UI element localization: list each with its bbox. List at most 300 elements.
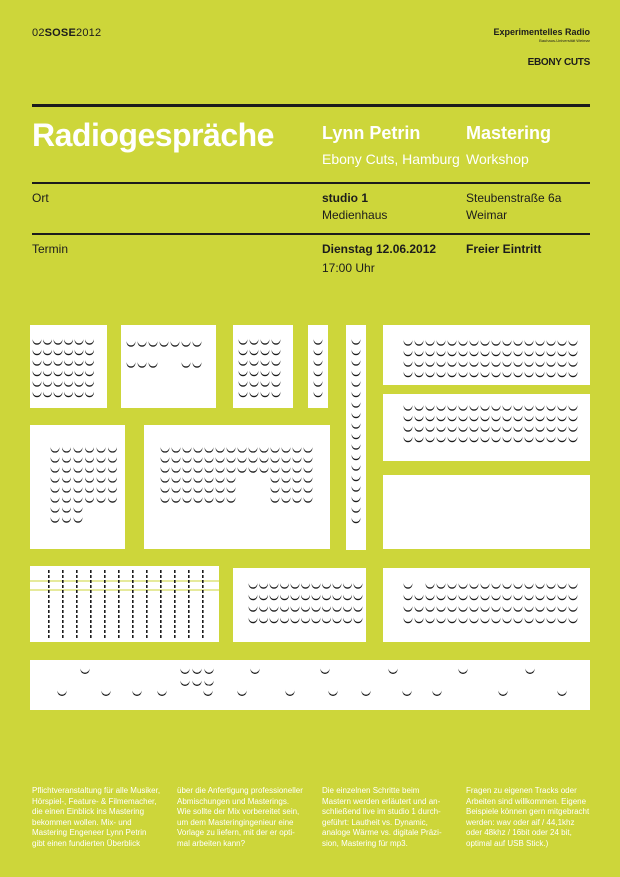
knob: [261, 335, 270, 344]
knob: [492, 336, 501, 345]
fader-tick: [90, 620, 92, 623]
fader-tick: [132, 610, 134, 613]
knob: [75, 377, 84, 386]
knob: [271, 483, 280, 492]
knob: [569, 613, 578, 622]
knob: [204, 675, 213, 684]
knob: [525, 357, 534, 366]
fader-tick: [104, 575, 106, 578]
knob: [64, 356, 73, 365]
fader-tick: [188, 635, 190, 638]
knob: [301, 613, 310, 622]
knob: [227, 453, 236, 462]
brand-title: Experimentelles Radio: [493, 27, 590, 37]
knob: [503, 602, 512, 611]
knob: [282, 483, 291, 492]
knob: [415, 613, 424, 622]
knob: [352, 408, 361, 417]
knob: [514, 422, 523, 431]
knob: [514, 613, 523, 622]
knob: [448, 422, 457, 431]
knob: [404, 432, 413, 441]
knob: [301, 590, 310, 599]
knob: [161, 453, 170, 462]
knob: [282, 493, 291, 502]
street: Steubenstraße 6a: [466, 191, 562, 205]
knob: [459, 590, 468, 599]
format: Workshop: [466, 151, 529, 167]
guest-affiliation: Ebony Cuts, Hamburg: [322, 151, 460, 167]
fader-tick: [160, 620, 162, 623]
fader-tick: [174, 630, 176, 633]
knob: [514, 590, 523, 599]
fader-tick: [62, 625, 64, 628]
fader-tick: [160, 615, 162, 618]
knob: [536, 411, 545, 420]
fader-tick: [146, 575, 148, 578]
knob: [192, 663, 201, 672]
knob: [74, 503, 83, 512]
knob: [481, 579, 490, 588]
knob: [183, 493, 192, 502]
fader-tick: [202, 610, 204, 613]
knob: [193, 358, 202, 367]
knob: [293, 443, 302, 452]
knob: [498, 685, 507, 694]
knob: [272, 366, 281, 375]
knob: [85, 345, 94, 354]
fader-tick: [48, 570, 50, 573]
fader-tick: [76, 615, 78, 618]
fader-tick: [62, 585, 64, 588]
knob: [503, 367, 512, 376]
knob: [558, 346, 567, 355]
knob: [547, 579, 556, 588]
fader-tick: [76, 630, 78, 633]
knob: [470, 401, 479, 410]
fader-tick: [76, 605, 78, 608]
fader-tick: [160, 575, 162, 578]
knob: [43, 377, 52, 386]
knob: [161, 473, 170, 482]
knob: [558, 401, 567, 410]
fader-tick: [160, 570, 162, 573]
knob: [271, 493, 280, 502]
knob: [503, 401, 512, 410]
knob: [558, 432, 567, 441]
knob: [404, 602, 413, 611]
knob: [205, 463, 214, 472]
knob: [481, 432, 490, 441]
knob: [352, 419, 361, 428]
knob: [203, 685, 212, 694]
knob: [108, 473, 117, 482]
knob: [270, 613, 279, 622]
knob: [138, 337, 147, 346]
knob: [404, 336, 413, 345]
knob: [404, 422, 413, 431]
knob: [333, 590, 342, 599]
knob: [426, 401, 435, 410]
knob: [437, 411, 446, 420]
knob: [492, 357, 501, 366]
knob: [547, 602, 556, 611]
knob: [426, 367, 435, 376]
knob: [239, 356, 248, 365]
knob: [85, 443, 94, 452]
knob: [85, 335, 94, 344]
knob: [172, 493, 181, 502]
knob: [64, 377, 73, 386]
knob: [193, 337, 202, 346]
fader-tick: [202, 595, 204, 598]
knob: [352, 503, 361, 512]
knob: [437, 432, 446, 441]
knob: [270, 590, 279, 599]
admission: Freier Eintritt: [466, 242, 542, 256]
knob: [216, 453, 225, 462]
fader-tick: [104, 610, 106, 613]
knob: [227, 493, 236, 502]
knob: [62, 513, 71, 522]
knob: [415, 590, 424, 599]
knob: [62, 483, 71, 492]
knob: [33, 356, 42, 365]
fader-tick: [90, 580, 92, 583]
fader-tick: [76, 625, 78, 628]
knob: [172, 473, 181, 482]
knob: [33, 387, 42, 396]
fader-tick: [160, 600, 162, 603]
page-title: Radiogespräche: [32, 117, 274, 153]
knob: [85, 493, 94, 502]
fader-tick: [174, 635, 176, 638]
knob: [514, 411, 523, 420]
knob: [481, 590, 490, 599]
knob: [503, 432, 512, 441]
knob: [314, 356, 323, 365]
knob: [216, 463, 225, 472]
fader-tick: [76, 580, 78, 583]
knob: [272, 345, 281, 354]
fader-tick: [104, 595, 106, 598]
knob: [352, 387, 361, 396]
fader-tick: [202, 625, 204, 628]
knob: [415, 602, 424, 611]
fader-tick: [118, 595, 120, 598]
knob: [470, 590, 479, 599]
fader-tick: [132, 635, 134, 638]
knob: [437, 613, 446, 622]
knob: [492, 401, 501, 410]
fader-tick: [160, 580, 162, 583]
fader-tick: [90, 575, 92, 578]
knob: [328, 685, 337, 694]
fader-tick: [104, 635, 106, 638]
fader-tick: [188, 605, 190, 608]
knob: [62, 463, 71, 472]
knob: [437, 590, 446, 599]
knob: [194, 493, 203, 502]
fader-tick: [188, 585, 190, 588]
knob: [343, 579, 352, 588]
fader-tick: [104, 570, 106, 573]
fader-tick: [202, 585, 204, 588]
fader-tick: [146, 600, 148, 603]
knob: [470, 579, 479, 588]
knob: [261, 345, 270, 354]
fader-tick: [188, 595, 190, 598]
knob: [216, 443, 225, 452]
knob: [127, 358, 136, 367]
ebony-cuts-logo: EBONY CUTS: [527, 57, 590, 68]
knob: [85, 463, 94, 472]
fader-tick: [146, 585, 148, 588]
fader-tick: [146, 625, 148, 628]
knob: [304, 443, 313, 452]
knob: [426, 346, 435, 355]
knob: [97, 473, 106, 482]
knob: [525, 367, 534, 376]
fader-tick: [62, 600, 64, 603]
fader-tick: [118, 615, 120, 618]
knob: [536, 432, 545, 441]
fader-tick: [90, 570, 92, 573]
fader-tick: [160, 585, 162, 588]
knob: [437, 401, 446, 410]
knob: [108, 493, 117, 502]
knob: [51, 503, 60, 512]
fader-tick: [76, 585, 78, 588]
fader-tick: [62, 620, 64, 623]
knob: [280, 602, 289, 611]
knob: [547, 590, 556, 599]
knob: [432, 685, 441, 694]
fader-tick: [76, 610, 78, 613]
fader-tick: [62, 580, 64, 583]
knob: [74, 463, 83, 472]
knob: [470, 346, 479, 355]
fader-tick: [90, 630, 92, 633]
knob: [437, 336, 446, 345]
knob: [85, 453, 94, 462]
fader-tick: [132, 585, 134, 588]
knob: [470, 357, 479, 366]
knob: [426, 602, 435, 611]
knob: [459, 346, 468, 355]
knob: [293, 473, 302, 482]
knob: [514, 357, 523, 366]
knob: [492, 367, 501, 376]
fader-tick: [202, 600, 204, 603]
ort-label: Ort: [32, 191, 49, 205]
knob: [304, 493, 313, 502]
date: Dienstag 12.06.2012: [322, 242, 437, 256]
knob: [108, 463, 117, 472]
knob: [33, 345, 42, 354]
fader-tick: [174, 575, 176, 578]
knob: [470, 422, 479, 431]
knob: [426, 432, 435, 441]
knob: [352, 377, 361, 386]
fader-tick: [118, 600, 120, 603]
fader-tick: [174, 595, 176, 598]
knob: [459, 336, 468, 345]
knob: [492, 602, 501, 611]
knob: [249, 579, 258, 588]
knob: [205, 493, 214, 502]
knob: [492, 411, 501, 420]
knob: [536, 590, 545, 599]
knob: [343, 602, 352, 611]
knob: [525, 411, 534, 420]
knob: [85, 483, 94, 492]
knob: [481, 422, 490, 431]
knob: [525, 602, 534, 611]
knob: [237, 685, 246, 694]
fader-tick: [146, 580, 148, 583]
fader-tick: [146, 595, 148, 598]
knob: [293, 463, 302, 472]
knob: [239, 387, 248, 396]
fader-tick: [146, 605, 148, 608]
knob: [62, 443, 71, 452]
knob: [547, 401, 556, 410]
knob: [64, 366, 73, 375]
knob: [64, 335, 73, 344]
fader-tick: [118, 570, 120, 573]
knob: [503, 411, 512, 420]
building: Medienhaus: [322, 208, 388, 222]
knob: [569, 590, 578, 599]
knob: [470, 336, 479, 345]
knob: [43, 335, 52, 344]
knob: [536, 336, 545, 345]
time: 17:00 Uhr: [322, 261, 375, 275]
knob: [75, 366, 84, 375]
knob: [525, 663, 534, 672]
console-panel: [121, 325, 216, 408]
fader-tick: [188, 610, 190, 613]
knob: [312, 602, 321, 611]
knob: [138, 358, 147, 367]
knob: [291, 613, 300, 622]
knob: [51, 483, 60, 492]
fader-tick: [76, 570, 78, 573]
knob: [426, 590, 435, 599]
knob: [161, 443, 170, 452]
fader-tick: [76, 590, 78, 593]
footer-col-1: Pflichtveranstaltung für alle Musiker, Hörspiel-, Feature- & Filmemacher, die einen Einblick ins Mastering bekommen wollen. Mix- und Mastering Engeneer Lynn Petrin gibt einen fundierten Überblick: [32, 786, 161, 848]
fader-tick: [104, 605, 106, 608]
knob: [547, 411, 556, 420]
knob: [97, 443, 106, 452]
knob: [250, 366, 259, 375]
knob: [404, 590, 413, 599]
fader-tick: [202, 570, 204, 573]
knob: [291, 579, 300, 588]
knob: [426, 422, 435, 431]
knob: [492, 579, 501, 588]
knob: [291, 602, 300, 611]
fader-tick: [174, 590, 176, 593]
knob: [249, 590, 258, 599]
knob: [293, 453, 302, 462]
fader-tick: [104, 600, 106, 603]
knob: [74, 513, 83, 522]
fader-tick: [202, 605, 204, 608]
knob: [261, 356, 270, 365]
knob: [205, 453, 214, 462]
knob: [470, 367, 479, 376]
knob: [404, 411, 413, 420]
knob: [33, 366, 42, 375]
knob: [333, 613, 342, 622]
knob: [205, 443, 214, 452]
knob: [161, 493, 170, 502]
knob: [525, 401, 534, 410]
knob: [312, 590, 321, 599]
fader-tick: [90, 625, 92, 628]
console-panel: [383, 475, 590, 549]
fader-tick: [62, 610, 64, 613]
fader-tick: [188, 615, 190, 618]
knob: [205, 473, 214, 482]
knob: [437, 346, 446, 355]
knob: [322, 590, 331, 599]
knob: [250, 345, 259, 354]
knob: [304, 473, 313, 482]
fader-tick: [188, 590, 190, 593]
fader-tick: [62, 635, 64, 638]
knob: [503, 357, 512, 366]
knob: [161, 483, 170, 492]
fader-tick: [48, 605, 50, 608]
fader-tick: [62, 575, 64, 578]
fader-tick: [118, 630, 120, 633]
knob: [261, 377, 270, 386]
knob: [314, 335, 323, 344]
fader-tick: [132, 625, 134, 628]
termin-label: Termin: [32, 242, 69, 256]
knob: [388, 663, 397, 672]
knob: [404, 346, 413, 355]
knob: [569, 432, 578, 441]
knob: [481, 401, 490, 410]
knob: [322, 579, 331, 588]
knob: [192, 675, 201, 684]
knob: [437, 357, 446, 366]
fader-tick: [48, 620, 50, 623]
knob: [558, 590, 567, 599]
fader-tick: [202, 615, 204, 618]
knob: [238, 443, 247, 452]
knob: [204, 663, 213, 672]
knob: [54, 335, 63, 344]
fader-tick: [104, 620, 106, 623]
knob: [536, 602, 545, 611]
knob: [239, 366, 248, 375]
fader-tick: [202, 590, 204, 593]
knob: [271, 443, 280, 452]
knob: [260, 463, 269, 472]
knob: [448, 346, 457, 355]
knob: [216, 493, 225, 502]
knob: [282, 473, 291, 482]
fader-tick: [146, 570, 148, 573]
fader-tick: [188, 575, 190, 578]
knob: [470, 602, 479, 611]
